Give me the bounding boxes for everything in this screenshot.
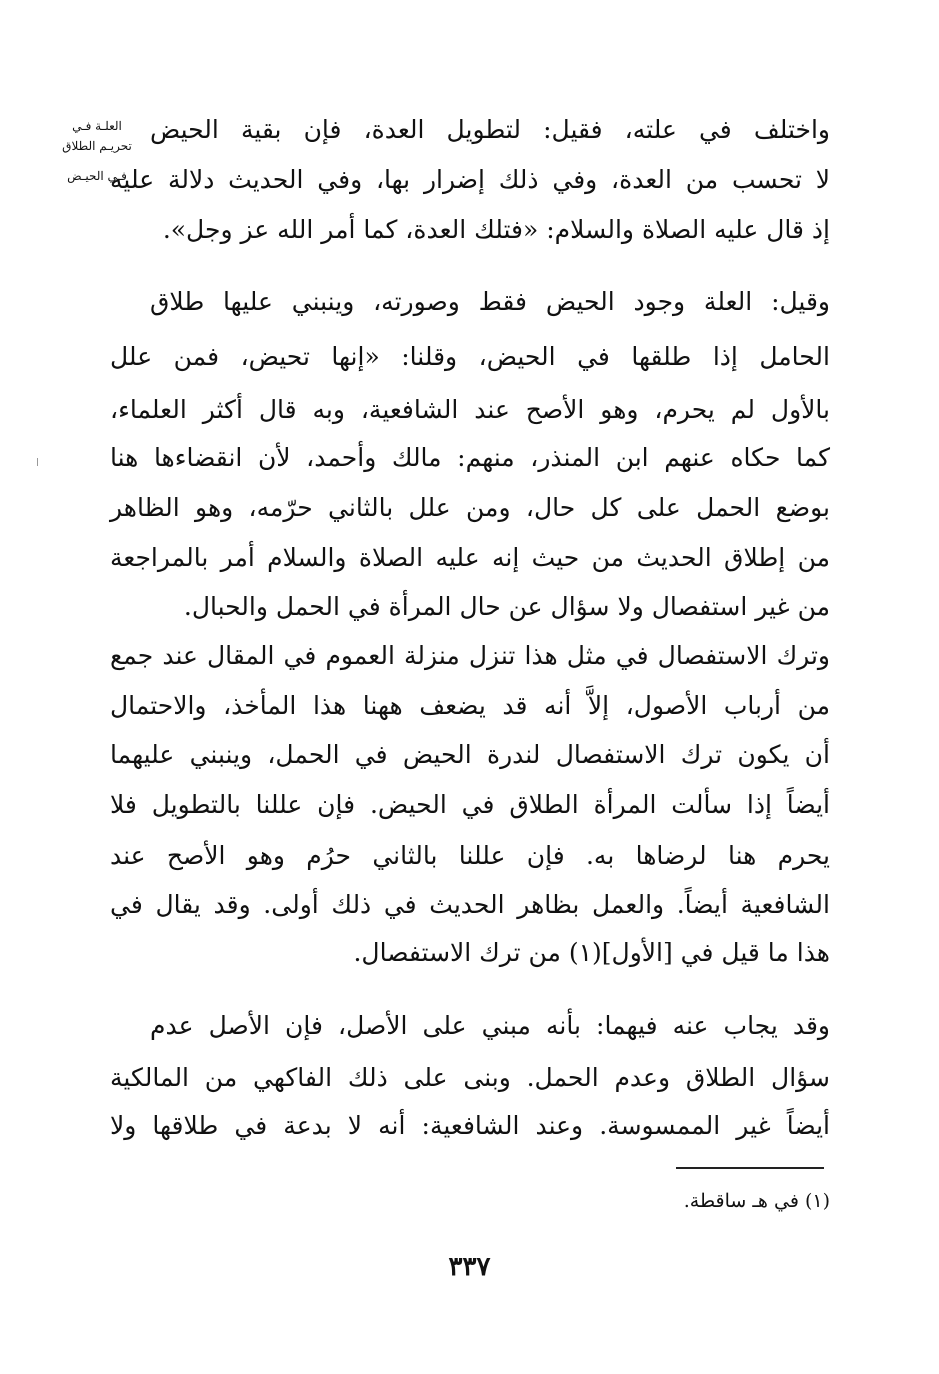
margin-note-1: العلـة فـي [72,119,122,133]
text-line-19: سؤال الطلاق وعدم الحمل. وبنى على ذلك الفاكهي من المالكية [110,1063,830,1092]
text-line-9: من إطلاق الحديث من حيث إنه عليه الصلاة والسلام أمر بالمراجعة [110,543,830,572]
footnote: (١) في هـ ساقطة. [683,1190,830,1212]
footnote-separator [676,1167,824,1169]
scan-mark [37,458,38,466]
margin-note-3: فـي الحيـض [67,169,127,183]
page-number: ٣٣٧ [448,1252,491,1282]
text-line-13: أن يكون ترك الاستفصال لندرة الحيض في الحمل، وينبني عليهما [110,740,830,769]
text-line-5: الحامل إذا طلقها في الحيض، وقلنا: «إنها تحيض، فمن علل [110,342,830,371]
text-line-18: وقد يجاب عنه فيهما: بأنه مبني على الأصل، فإن الأصل عدم [150,1011,830,1040]
text-line-16: الشافعية أيضاً. والعمل بظاهر الحديث في ذلك أولى. وقد يقال في [110,890,830,919]
text-line-17: هذا ما قيل في [الأول](١) من ترك الاستفصال. [353,938,830,967]
text-line-11: وترك الاستفصال في مثل هذا تنزل منزلة العموم في المقال عند جمع [110,641,830,670]
text-line-10: من غير استفصال ولا سؤال عن حال المرأة في الحمل والحبال. [183,592,830,621]
margin-note-2: تحريـم الطلاق [62,139,132,153]
text-line-4: وقيل: العلة وجود الحيض فقط وصورته، وينبني عليها طلاق [150,287,830,316]
text-line-8: بوضع الحمل على كل حال، ومن علل بالثاني حرّمه، وهو الظاهر [110,493,830,522]
text-line-6: بالأول لم يحرم، وهو الأصح عند الشافعية، وبه قال أكثر العلماء، [110,395,830,424]
text-line-7: كما حكاه عنهم ابن المنذر، منهم: مالك وأحمد، لأن انقضاءها هنا [110,443,830,472]
text-line-14: أيضاً إذا سألت المرأة الطلاق في الحيض. فإن عللنا بالتطويل فلا [110,790,830,819]
text-line-15: يحرم هنا لرضاها به. فإن عللنا بالثاني حرُم وهو الأصح عند [110,841,830,870]
text-line-1: واختلف في علته، فقيل: لتطويل العدة، فإن بقية الحيض [150,115,830,144]
text-line-12: من أرباب الأصول، إلاَّ أنه قد يضعف ههنا هذا المأخذ، والاحتمال [110,691,830,720]
text-line-2: لا تحسب من العدة، وفي ذلك إضرار بها، وفي الحديث دلالة عليه [110,165,830,194]
text-line-20: أيضاً غير الممسوسة. وعند الشافعية: أنه لا بدعة في طلاقها ولا [110,1111,830,1140]
text-line-3: إذ قال عليه الصلاة والسلام: «فتلك العدة، كما أمر الله عز وجل». [162,215,830,244]
